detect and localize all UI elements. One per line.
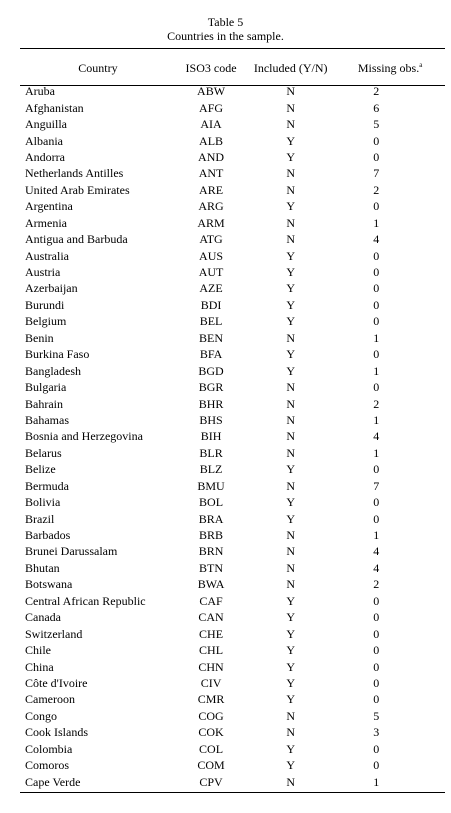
cell-iso3: CHE	[199, 626, 224, 641]
cell-country: Bhutan	[25, 560, 60, 575]
cell-missing: 0	[373, 199, 380, 214]
cell-country: Afghanistan	[25, 100, 84, 115]
cell-iso3: BGR	[198, 380, 224, 395]
cell-missing: 0	[373, 133, 380, 148]
cell-included: Y	[286, 741, 296, 756]
cell-missing: 1	[373, 215, 380, 230]
cell-iso3: CAN	[198, 610, 224, 625]
table-row	[20, 609, 445, 625]
table-row	[20, 99, 445, 115]
cell-missing: 5	[373, 708, 380, 723]
cell-country: Belize	[25, 462, 56, 477]
cell-iso3: ABW	[197, 84, 226, 99]
cell-country: Burkina Faso	[25, 347, 90, 362]
cell-missing: 2	[373, 577, 380, 592]
cell-missing: 2	[373, 84, 380, 99]
cell-country: Bosnia and Herzegovina	[25, 429, 143, 444]
cell-missing: 0	[373, 297, 380, 312]
table-row	[20, 313, 445, 329]
cell-iso3: BRA	[198, 511, 224, 526]
table-row	[20, 510, 445, 526]
cell-iso3: BMU	[197, 478, 225, 493]
cell-country: Congo	[25, 708, 58, 723]
cell-country: Cape Verde	[25, 774, 81, 789]
cell-country: Anguilla	[25, 117, 67, 132]
cell-missing: 1	[373, 412, 380, 427]
header-missing-footnote: a	[419, 60, 423, 69]
cell-missing: 0	[373, 149, 380, 164]
cell-country: Bahrain	[25, 396, 63, 411]
cell-iso3: AFG	[199, 100, 224, 115]
cell-missing: 0	[373, 741, 380, 756]
table-row	[20, 691, 445, 707]
cell-included: N	[286, 560, 296, 575]
header-row	[20, 53, 445, 83]
table-body	[20, 83, 445, 790]
cell-iso3: AZE	[199, 281, 223, 296]
cell-included: Y	[286, 675, 296, 690]
table-row	[20, 165, 445, 181]
table-row	[20, 593, 445, 609]
table-row	[20, 132, 445, 148]
cell-included: Y	[286, 149, 296, 164]
cell-included: N	[286, 528, 296, 543]
cell-included: Y	[286, 610, 296, 625]
cell-missing: 0	[373, 380, 380, 395]
cell-iso3: BIH	[200, 429, 222, 444]
table-row	[20, 527, 445, 543]
cell-missing: 1	[373, 445, 380, 460]
cell-country: Belgium	[25, 314, 67, 329]
cell-country: Azerbaijan	[25, 281, 78, 296]
cell-iso3: BHS	[199, 412, 223, 427]
cell-country: Chile	[25, 643, 51, 658]
cell-iso3: BDI	[200, 297, 222, 312]
cell-missing: 7	[373, 478, 380, 493]
cell-missing: 1	[373, 363, 380, 378]
cell-country: Brunei Darussalam	[25, 544, 118, 559]
cell-missing: 6	[373, 100, 380, 115]
cell-country: Netherlands Antilles	[25, 166, 124, 181]
cell-iso3: ARM	[197, 215, 225, 230]
table-row	[20, 149, 445, 165]
cell-missing: 0	[373, 347, 380, 362]
countries-table	[20, 53, 445, 790]
cell-country: Benin	[25, 330, 54, 345]
cell-included: Y	[286, 281, 296, 296]
cell-missing: 1	[373, 774, 380, 789]
cell-included: Y	[286, 626, 296, 641]
cell-missing: 0	[373, 495, 380, 510]
cell-included: Y	[286, 511, 296, 526]
cell-included: Y	[286, 593, 296, 608]
cell-iso3: BEN	[199, 330, 224, 345]
cell-included: Y	[286, 659, 296, 674]
cell-included: N	[286, 708, 296, 723]
cell-iso3: BWA	[197, 577, 225, 592]
cell-missing: 2	[373, 396, 380, 411]
cell-included: N	[286, 429, 296, 444]
table-title: Countries in the sample.	[167, 29, 284, 43]
cell-country: Canada	[25, 610, 61, 625]
cell-included: Y	[286, 347, 296, 362]
cell-iso3: CAF	[199, 593, 223, 608]
table-row	[20, 478, 445, 494]
header-missing	[335, 53, 445, 83]
cell-iso3: ALB	[199, 133, 224, 148]
cell-missing: 1	[373, 528, 380, 543]
table-row	[20, 494, 445, 510]
cell-iso3: CMR	[197, 692, 225, 707]
cell-missing: 4	[373, 560, 380, 575]
cell-iso3: CHL	[199, 643, 224, 658]
cell-country: Austria	[25, 265, 61, 280]
table-row	[20, 297, 445, 313]
table-number: Table 5	[207, 15, 244, 29]
cell-included: N	[286, 577, 296, 592]
cell-included: N	[286, 330, 296, 345]
cell-country: Barbados	[25, 528, 71, 543]
cell-country: Burundi	[25, 297, 65, 312]
cell-included: N	[286, 117, 296, 132]
table-row	[20, 543, 445, 559]
cell-missing: 0	[373, 610, 380, 625]
cell-iso3: BOL	[199, 495, 224, 510]
table-row	[20, 773, 445, 789]
table-row	[20, 395, 445, 411]
cell-included: N	[286, 544, 296, 559]
table-row	[20, 83, 445, 99]
cell-included: N	[286, 84, 296, 99]
cell-included: Y	[286, 265, 296, 280]
table-row	[20, 231, 445, 247]
cell-iso3: BTN	[199, 560, 224, 575]
cell-country: Argentina	[25, 199, 73, 214]
cell-iso3: BLZ	[199, 462, 223, 477]
cell-country: Andorra	[25, 149, 65, 164]
header-included: Included (Y/N)	[253, 60, 328, 75]
cell-missing: 0	[373, 692, 380, 707]
cell-country: Antigua and Barbuda	[25, 232, 128, 247]
table-row	[20, 708, 445, 724]
cell-country: Colombia	[25, 741, 73, 756]
cell-country: Switzerland	[25, 626, 83, 641]
cell-iso3: ANT	[198, 166, 224, 181]
cell-iso3: COL	[199, 741, 224, 756]
cell-included: N	[286, 396, 296, 411]
table-row	[20, 461, 445, 477]
cell-iso3: COM	[197, 758, 225, 773]
table-row	[20, 264, 445, 280]
table-row	[20, 215, 445, 231]
cell-included: N	[286, 445, 296, 460]
cell-iso3: BRN	[198, 544, 224, 559]
cell-included: Y	[286, 199, 296, 214]
cell-iso3: CPV	[199, 774, 223, 789]
cell-missing: 0	[373, 265, 380, 280]
top-rule	[20, 48, 445, 49]
cell-missing: 0	[373, 659, 380, 674]
cell-included: N	[286, 215, 296, 230]
cell-missing: 0	[373, 511, 380, 526]
table-row	[20, 412, 445, 428]
header-iso3: ISO3 code	[185, 60, 237, 75]
table-row	[20, 576, 445, 592]
cell-country: Bulgaria	[25, 380, 67, 395]
cell-included: Y	[286, 692, 296, 707]
cell-included: Y	[286, 314, 296, 329]
cell-iso3: CIV	[200, 675, 222, 690]
table-header	[20, 53, 445, 83]
cell-missing: 5	[373, 117, 380, 132]
cell-country: Côte d'Ivoire	[25, 675, 88, 690]
cell-included: N	[286, 100, 296, 115]
cell-missing: 4	[373, 544, 380, 559]
cell-missing: 0	[373, 314, 380, 329]
cell-included: N	[286, 380, 296, 395]
cell-missing: 0	[373, 248, 380, 263]
cell-country: Albania	[25, 133, 63, 148]
cell-country: Brazil	[25, 511, 55, 526]
header-missing-label: Missing obs.	[357, 60, 420, 75]
cell-iso3: ATG	[199, 232, 223, 247]
cell-included: Y	[286, 643, 296, 658]
cell-missing: 0	[373, 675, 380, 690]
cell-country: Bolivia	[25, 495, 61, 510]
table-row	[20, 625, 445, 641]
cell-iso3: ARE	[199, 182, 224, 197]
cell-included: Y	[286, 363, 296, 378]
cell-included: Y	[286, 248, 296, 263]
cell-included: N	[286, 478, 296, 493]
cell-iso3: AND	[198, 149, 225, 164]
table-row	[20, 675, 445, 691]
cell-included: Y	[286, 758, 296, 773]
cell-missing: 1	[373, 330, 380, 345]
cell-missing: 0	[373, 462, 380, 477]
table-row	[20, 428, 445, 444]
cell-included: N	[286, 232, 296, 247]
cell-included: N	[286, 774, 296, 789]
cell-iso3: BRB	[199, 528, 224, 543]
cell-missing: 0	[373, 626, 380, 641]
cell-country: Cook Islands	[25, 725, 88, 740]
header-country: Country	[78, 60, 118, 75]
cell-country: Belarus	[25, 445, 62, 460]
cell-missing: 0	[373, 593, 380, 608]
cell-country: United Arab Emirates	[25, 182, 130, 197]
cell-missing: 0	[373, 281, 380, 296]
table-row	[20, 757, 445, 773]
table-row	[20, 362, 445, 378]
cell-included: Y	[286, 495, 296, 510]
cell-country: Central African Republic	[25, 593, 146, 608]
cell-country: Australia	[25, 248, 69, 263]
cell-included: N	[286, 166, 296, 181]
cell-missing: 0	[373, 643, 380, 658]
cell-iso3: BEL	[199, 314, 223, 329]
cell-country: Bangladesh	[25, 363, 81, 378]
table-row	[20, 379, 445, 395]
cell-included: Y	[286, 462, 296, 477]
cell-missing: 4	[373, 232, 380, 247]
cell-iso3: AUS	[199, 248, 224, 263]
cell-included: N	[286, 412, 296, 427]
cell-included: N	[286, 725, 296, 740]
cell-country: Bermuda	[25, 478, 69, 493]
table-row	[20, 116, 445, 132]
table-row	[20, 280, 445, 296]
cell-missing: 3	[373, 725, 380, 740]
cell-included: N	[286, 182, 296, 197]
cell-country: Comoros	[25, 758, 70, 773]
table-row	[20, 445, 445, 461]
cell-iso3: BLR	[199, 445, 223, 460]
cell-country: Cameroon	[25, 692, 75, 707]
cell-iso3: AUT	[198, 265, 224, 280]
table-row	[20, 724, 445, 740]
table-row	[20, 346, 445, 362]
cell-iso3: AIA	[200, 117, 222, 132]
cell-country: Aruba	[25, 84, 55, 99]
cell-iso3: COG	[198, 708, 224, 723]
table-row	[20, 642, 445, 658]
table-row	[20, 330, 445, 346]
cell-missing: 2	[373, 182, 380, 197]
cell-country: Botswana	[25, 577, 73, 592]
bottom-rule	[20, 792, 445, 793]
table-row	[20, 247, 445, 263]
cell-iso3: BGD	[198, 363, 224, 378]
cell-country: Armenia	[25, 215, 67, 230]
cell-missing: 7	[373, 166, 380, 181]
cell-iso3: ARG	[198, 199, 224, 214]
table-row	[20, 198, 445, 214]
cell-country: China	[25, 659, 54, 674]
cell-iso3: CHN	[198, 659, 224, 674]
cell-iso3: BFA	[199, 347, 223, 362]
cell-country: Bahamas	[25, 412, 69, 427]
cell-missing: 4	[373, 429, 380, 444]
cell-iso3: BHR	[198, 396, 224, 411]
cell-included: Y	[286, 133, 296, 148]
table-row	[20, 560, 445, 576]
table-row	[20, 182, 445, 198]
cell-missing: 0	[373, 758, 380, 773]
table-row	[20, 658, 445, 674]
table-row	[20, 741, 445, 757]
cell-iso3: COK	[198, 725, 224, 740]
cell-included: Y	[286, 297, 296, 312]
